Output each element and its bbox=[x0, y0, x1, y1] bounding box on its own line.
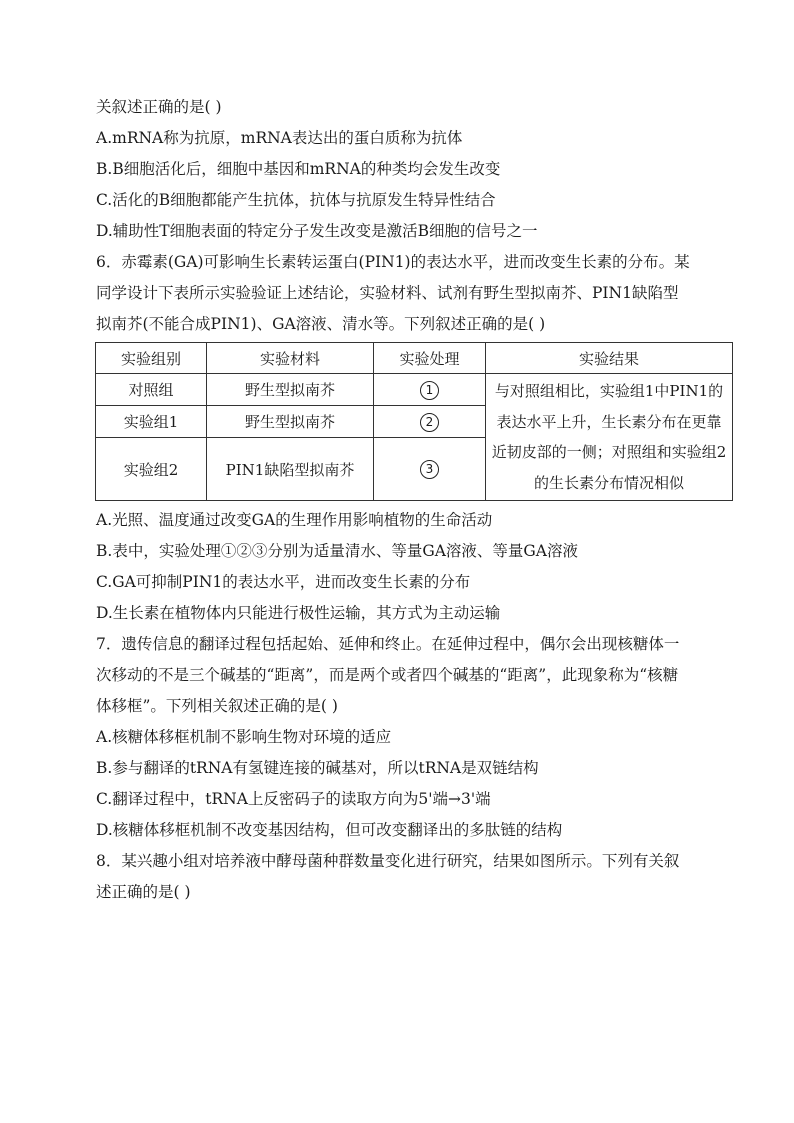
question-text-bottom bbox=[96, 505, 736, 908]
option-a: A.mRNA称为抗原，mRNA表达出的蛋白质称为抗体 bbox=[96, 129, 463, 147]
cell-group: 实验组1 bbox=[96, 406, 207, 438]
circled-number: 1 bbox=[420, 381, 439, 400]
question-6-stem: 6．赤霉素(GA)可影响生长素转运蛋白(PIN1)的表达水平，进而改变生长素的分布。某 bbox=[96, 253, 690, 271]
circled-number: 2 bbox=[420, 413, 439, 432]
text-line: 关叙述正确的是( ) bbox=[96, 98, 222, 116]
option-c: C.GA可抑制PIN1的表达水平，进而改变生长素的分布 bbox=[96, 573, 471, 591]
table-row bbox=[96, 374, 733, 406]
option-d: D.辅助性T细胞表面的特定分子发生改变是激活B细胞的信号之一 bbox=[96, 222, 538, 240]
question-7-stem: 次移动的不是三个碱基的“距离”，而是两个或者四个碱基的“距离”，此现象称为“核糖 bbox=[96, 666, 679, 684]
question-text-top bbox=[96, 92, 736, 340]
header-treatment: 实验处理 bbox=[374, 343, 486, 374]
document-page bbox=[96, 92, 736, 908]
option-b: B.表中，实验处理①②③分别为适量清水、等量GA溶液、等量GA溶液 bbox=[96, 542, 578, 560]
cell-treatment bbox=[374, 374, 486, 406]
question-8-stem: 8．某兴趣小组对培养液中酵母菌种群数量变化进行研究，结果如图所示。下列有关叙 bbox=[96, 852, 680, 870]
cell-material: 野生型拟南芥 bbox=[207, 406, 374, 438]
option-a: A.核糖体移框机制不影响生物对环境的适应 bbox=[96, 728, 392, 746]
option-d: D.生长素在植物体内只能进行极性运输，其方式为主动运输 bbox=[96, 604, 501, 622]
cell-group: 对照组 bbox=[96, 374, 207, 406]
circled-number: 3 bbox=[420, 460, 439, 479]
option-c: C.活化的B细胞都能产生抗体，抗体与抗原发生特异性结合 bbox=[96, 191, 496, 209]
option-b: B.B细胞活化后，细胞中基因和mRNA的种类均会发生改变 bbox=[96, 160, 501, 178]
cell-result bbox=[486, 374, 733, 501]
question-8-stem: 述正确的是( ) bbox=[96, 883, 191, 901]
cell-material: 野生型拟南芥 bbox=[207, 374, 374, 406]
header-group: 实验组别 bbox=[96, 343, 207, 374]
question-6-stem: 同学设计下表所示实验验证上述结论，实验材料、试剂有野生型拟南芥、PIN1缺陷型 bbox=[96, 284, 679, 302]
option-a: A.光照、温度通过改变GA的生理作用影响植物的生命活动 bbox=[96, 511, 493, 529]
cell-material: PIN1缺陷型拟南芥 bbox=[207, 438, 374, 501]
option-d: D.核糖体移框机制不改变基因结构，但可改变翻译出的多肽链的结构 bbox=[96, 821, 563, 839]
cell-treatment bbox=[374, 406, 486, 438]
experiment-table bbox=[95, 342, 733, 501]
header-material: 实验材料 bbox=[207, 343, 374, 374]
header-result: 实验结果 bbox=[486, 343, 733, 374]
cell-treatment bbox=[374, 438, 486, 501]
question-7-stem: 7．遗传信息的翻译过程包括起始、延伸和终止。在延伸过程中，偶尔会出现核糖体一 bbox=[96, 635, 680, 653]
question-6-stem: 拟南芥(不能合成PIN1)、GA溶液、清水等。下列叙述正确的是( ) bbox=[96, 315, 546, 333]
cell-group: 实验组2 bbox=[96, 438, 207, 501]
option-c: C.翻译过程中，tRNA上反密码子的读取方向为5'端→3'端 bbox=[96, 790, 491, 808]
table-header-row bbox=[96, 343, 733, 374]
question-7-stem: 体移框”。下列相关叙述正确的是( ) bbox=[96, 697, 338, 715]
option-b: B.参与翻译的tRNA有氢键连接的碱基对，所以tRNA是双链结构 bbox=[96, 759, 539, 777]
result-text: 与对照组相比，实验组1中PIN1的表达水平上升，生长素分布在更靠近韧皮部的一侧；对照组和实验组2的生长素分布情况相似 bbox=[491, 382, 727, 492]
